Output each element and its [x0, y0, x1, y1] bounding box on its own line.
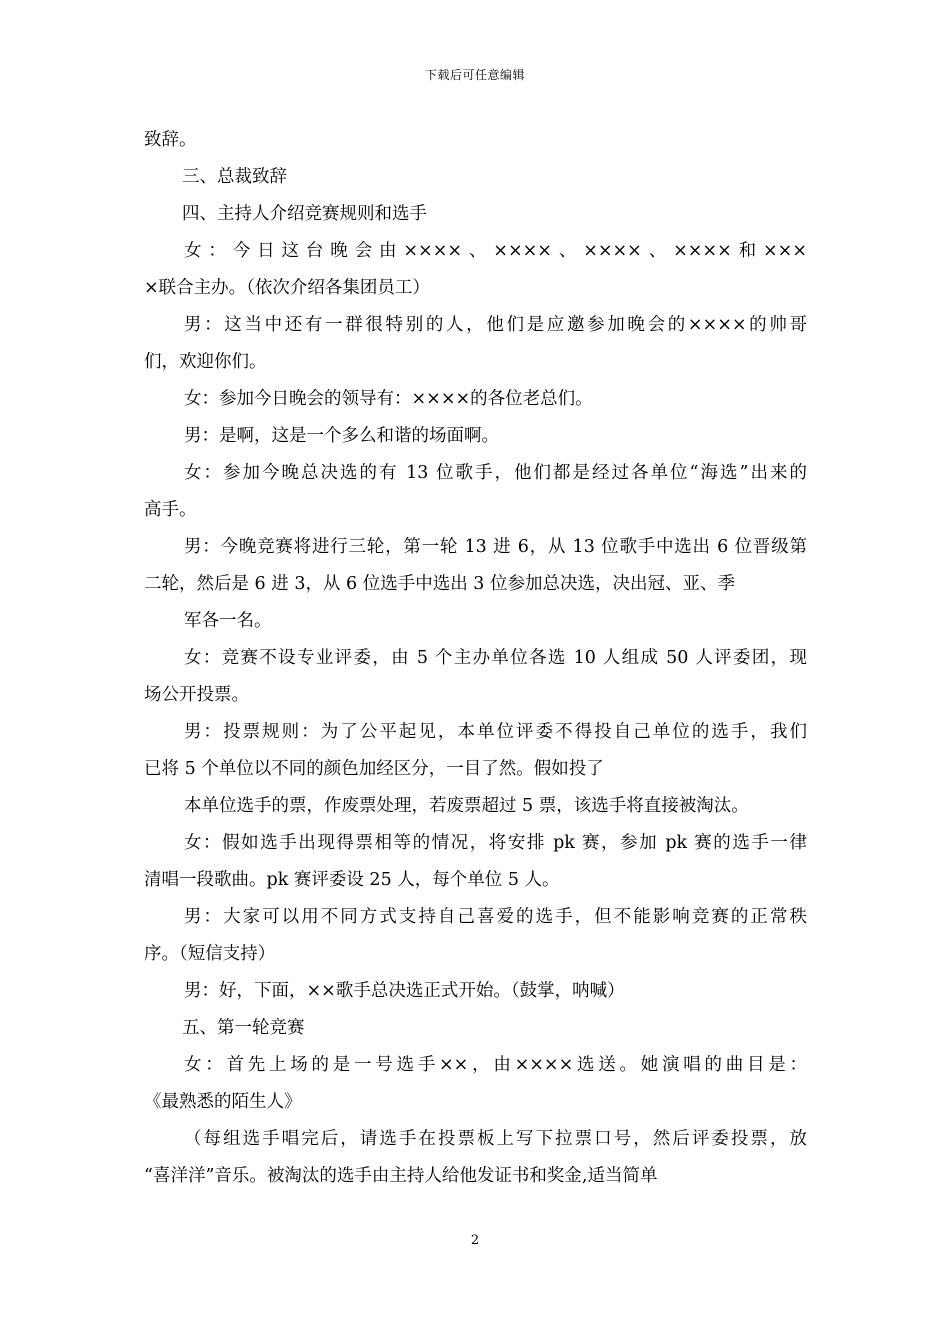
text-line: ×联合主办。（依次介绍各集团员工）: [144, 278, 430, 298]
text-line: 已将 5 个单位以不同的颜色加经区分，一目了然。假如投了: [144, 759, 604, 779]
text-line: 女：首先上场的是一号选手××，由××××选送。她演唱的曲目是：: [184, 1055, 807, 1075]
text-line: 男：投票规则：为了公平起见，本单位评委不得投自己单位的选手，我们: [184, 722, 807, 742]
section-heading: 五、第一轮竞赛: [182, 1018, 305, 1038]
text-line: 男：今晚竞赛将进行三轮，第一轮 13 进 6，从 13 位歌手中选出 6 位晋级第: [184, 537, 807, 557]
text-line: 女：参加今日晚会的领导有：××××的各位老总们。: [184, 389, 593, 409]
section-heading: 四、主持人介绍竞赛规则和选手: [182, 204, 427, 224]
text-line: 高手。: [144, 500, 197, 520]
text-line: 清唱一段歌曲。pk 赛评委设 25 人，每个单位 5 人。: [144, 870, 560, 890]
text-line: 本单位选手的票，作废票处理，若废票超过 5 票，该选手将直接被淘汰。: [184, 796, 749, 816]
text-line: 《最熟悉的陌生人》: [144, 1092, 302, 1112]
text-line: 女：假如选手出现得票相等的情况，将安排 pk 赛，参加 pk 赛的选手一律: [184, 833, 807, 853]
body-text: [144, 122, 807, 1195]
text-line: 二轮，然后是 6 进 3，从 6 位选手中选出 3 位参加总决选，决出冠、亚、季: [144, 574, 735, 594]
text-line: 致辞。: [144, 130, 197, 150]
text-line: 军各一名。: [184, 611, 272, 631]
page-number: 2: [470, 1233, 480, 1248]
text-line: “喜洋洋”音乐。被淘汰的选手由主持人给他发证书和奖金,适当简单: [144, 1166, 658, 1186]
text-line: 场公开投票。: [144, 685, 249, 705]
text-line: 们，欢迎你们。: [144, 352, 267, 372]
text-line: 女：今日这台晚会由××××、××××、××××、××××和×××: [184, 241, 807, 261]
text-line: 男：好，下面，××歌手总决选正式开始。（鼓掌，呐喊）: [184, 981, 625, 1001]
text-line: 女：参加今晚总决选的有 13 位歌手，他们都是经过各单位“海选”出来的: [184, 463, 807, 483]
text-line: （每组选手唱完后，请选手在投票板上写下拉票口号，然后评委投票，放: [184, 1129, 807, 1149]
page-header: 下载后可任意编辑: [424, 68, 525, 82]
text-line: 男：这当中还有一群很特别的人，他们是应邀参加晚会的××××的帅哥: [184, 315, 807, 335]
text-line: 序。（短信支持）: [144, 944, 276, 964]
text-line: 女：竞赛不设专业评委，由 5 个主办单位各选 10 人组成 50 人评委团，现: [184, 648, 807, 668]
text-line: 男：是啊，这是一个多么和谐的场面啊。: [184, 426, 499, 446]
text-line: 男：大家可以用不同方式支持自己喜爱的选手，但不能影响竞赛的正常秩: [184, 907, 807, 927]
section-heading: 三、总裁致辞: [182, 167, 287, 187]
